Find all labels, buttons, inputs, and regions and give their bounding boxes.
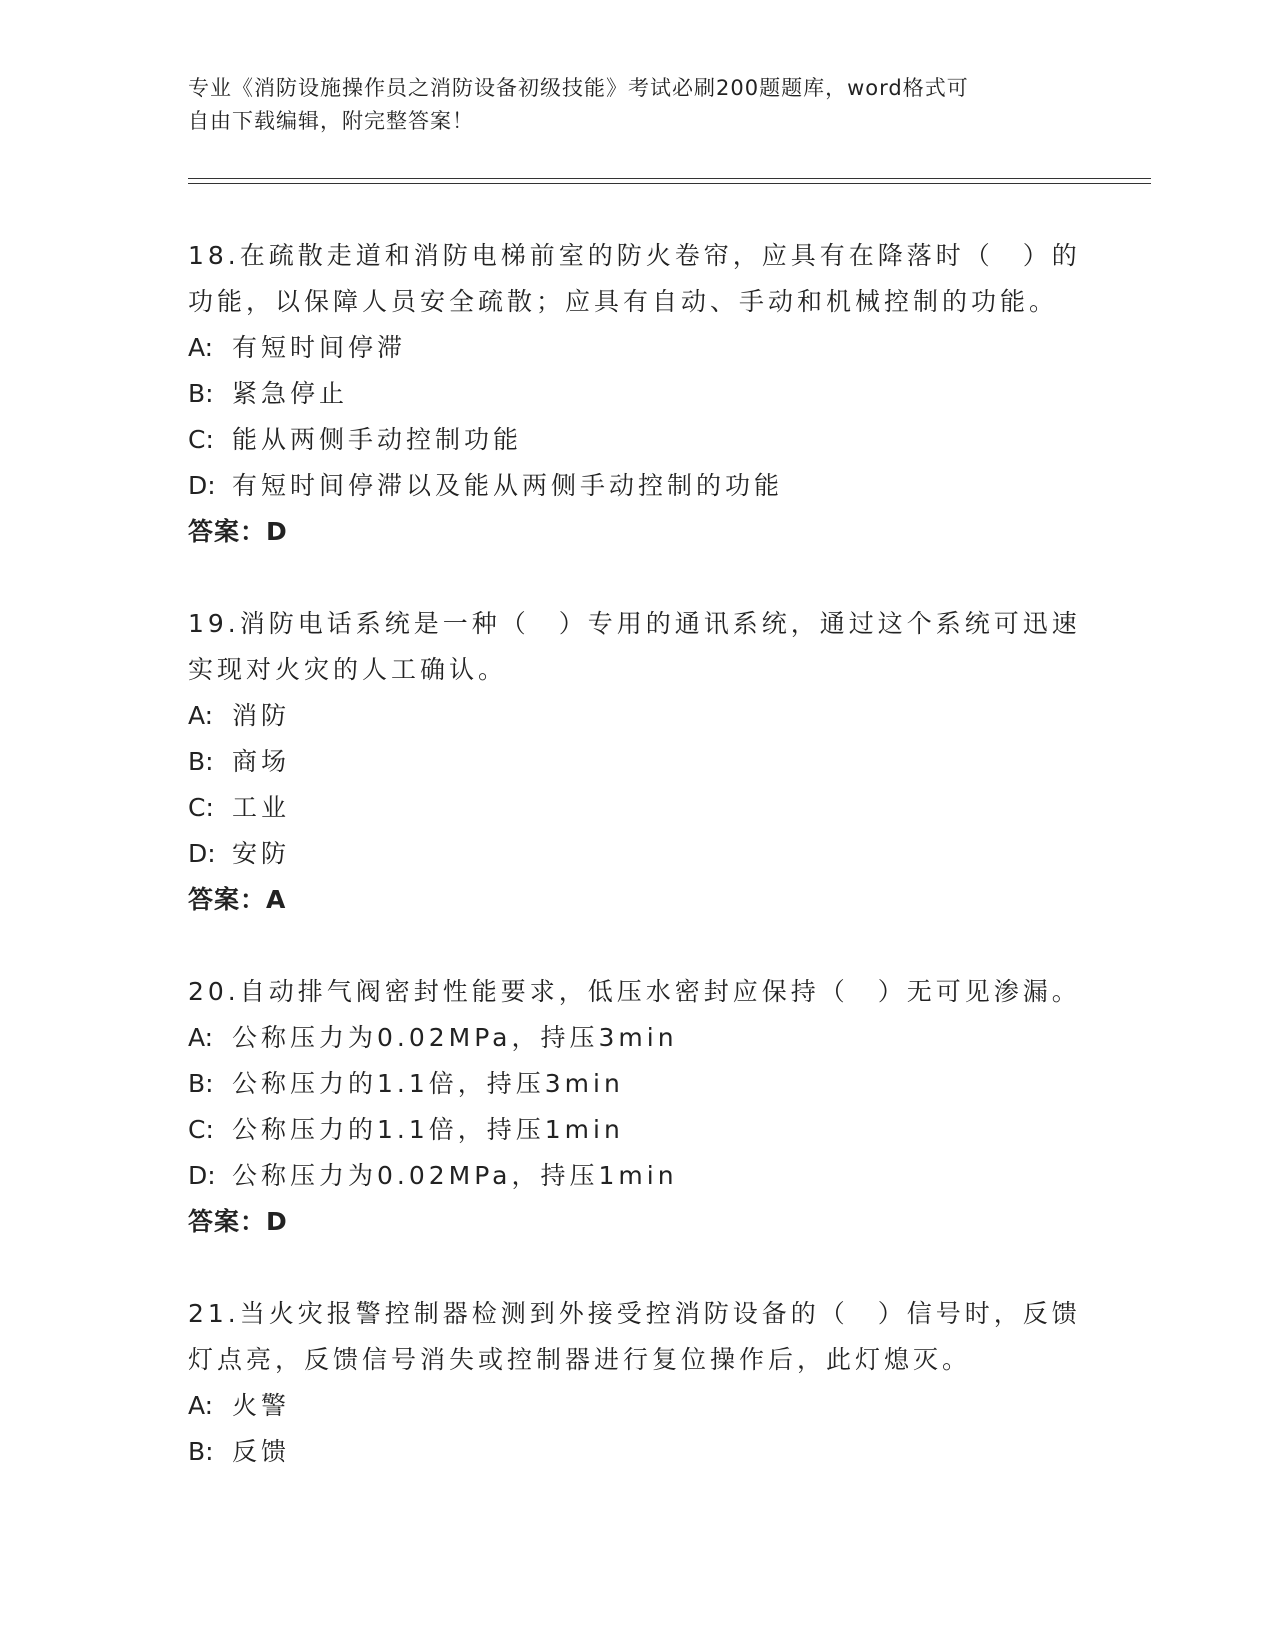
question-21	[188, 1291, 1088, 1475]
answer-line: 答案：D	[188, 517, 288, 546]
option-d	[188, 463, 1088, 509]
question-stem-line: 实现对火灾的人工确认。	[188, 655, 508, 684]
option-b	[188, 1429, 1088, 1475]
option-text: 有短时间停滞以及能从两侧手动控制的功能	[232, 471, 784, 500]
option-a	[188, 325, 1088, 371]
option-text: 安防	[232, 839, 291, 868]
option-d	[188, 1153, 1088, 1199]
question-list	[188, 233, 1088, 1521]
option-b	[188, 1061, 1088, 1107]
option-letter: C:	[188, 1115, 214, 1144]
option-text: 反馈	[232, 1437, 291, 1466]
option-text: 能从两侧手动控制功能	[232, 425, 523, 454]
option-c	[188, 1107, 1088, 1153]
option-c	[188, 785, 1088, 831]
question-20	[188, 969, 1088, 1245]
option-letter: A:	[188, 701, 214, 730]
option-b	[188, 739, 1088, 785]
question-18	[188, 233, 1088, 555]
option-text: 有短时间停滞	[232, 333, 407, 362]
option-letter: B:	[188, 1437, 214, 1466]
question-stem-line: 19.消防电话系统是一种（ ）专用的通讯系统，通过这个系统可迅速	[188, 609, 1081, 638]
option-text: 工业	[232, 793, 291, 822]
option-letter: A:	[188, 1023, 214, 1052]
question-19	[188, 601, 1088, 923]
question-stem-line: 18.在疏散走道和消防电梯前室的防火卷帘，应具有在降落时（ ）的	[188, 241, 1081, 270]
option-text: 公称压力的1.1倍，持压3min	[232, 1069, 624, 1098]
option-a	[188, 693, 1088, 739]
option-text: 公称压力的1.1倍，持压1min	[232, 1115, 624, 1144]
question-stem-line: 20.自动排气阀密封性能要求，低压水密封应保持（ ）无可见渗漏。	[188, 977, 1081, 1006]
option-letter: D:	[188, 471, 216, 500]
option-letter: A:	[188, 333, 214, 362]
option-text: 公称压力为0.02MPa，持压1min	[232, 1161, 678, 1190]
option-text: 消防	[232, 701, 291, 730]
header-divider-bottom	[188, 183, 1151, 184]
option-text: 火警	[232, 1391, 291, 1420]
answer-line: 答案：A	[188, 885, 287, 914]
question-stem-line: 21.当火灾报警控制器检测到外接受控消防设备的（ ）信号时，反馈	[188, 1299, 1081, 1328]
option-letter: B:	[188, 747, 214, 776]
option-b	[188, 371, 1088, 417]
option-letter: D:	[188, 839, 216, 868]
question-stem-line: 灯点亮，反馈信号消失或控制器进行复位操作后，此灯熄灭。	[188, 1345, 972, 1374]
option-letter: C:	[188, 425, 214, 454]
document-header	[188, 72, 1068, 138]
answer-line: 答案：D	[188, 1207, 288, 1236]
option-letter: A:	[188, 1391, 214, 1420]
option-text: 商场	[232, 747, 291, 776]
option-c	[188, 417, 1088, 463]
header-line-2: 自由下载编辑，附完整答案！	[188, 109, 474, 133]
option-a	[188, 1015, 1088, 1061]
option-letter: B:	[188, 1069, 214, 1098]
header-divider-top	[188, 178, 1151, 179]
option-text: 公称压力为0.02MPa，持压3min	[232, 1023, 678, 1052]
option-a	[188, 1383, 1088, 1429]
option-d	[188, 831, 1088, 877]
option-letter: B:	[188, 379, 214, 408]
header-line-1: 专业《消防设施操作员之消防设备初级技能》考试必刷200题题库，word格式可	[188, 76, 969, 100]
question-stem-line: 功能，以保障人员安全疏散；应具有自动、手动和机械控制的功能。	[188, 287, 1059, 316]
option-text: 紧急停止	[232, 379, 349, 408]
option-letter: C:	[188, 793, 214, 822]
option-letter: D:	[188, 1161, 216, 1190]
